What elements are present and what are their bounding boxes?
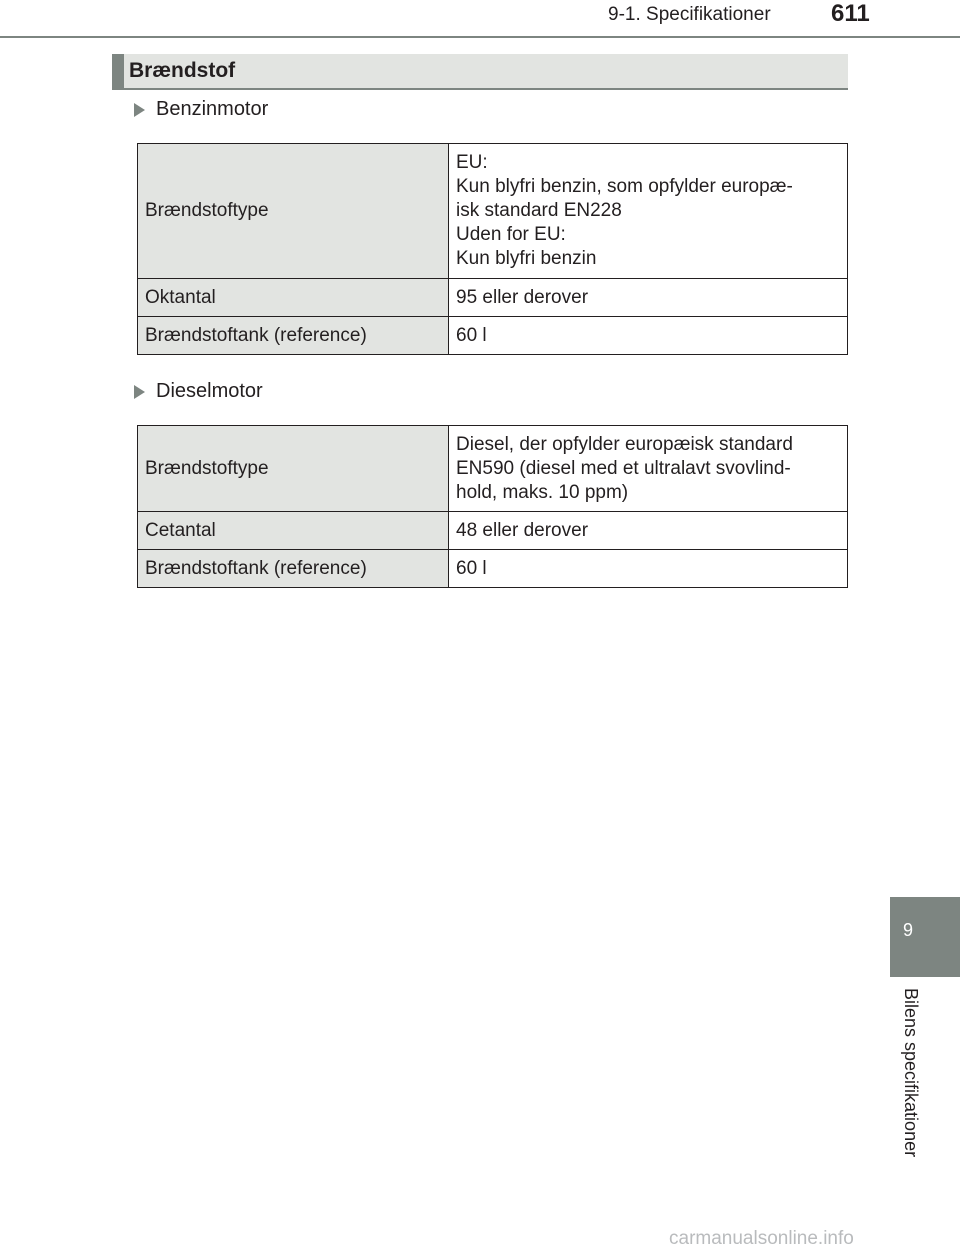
fuel-type-value	[449, 144, 848, 279]
watermark: carmanualsonline.info	[669, 1228, 854, 1249]
triangle-bullet-icon	[134, 103, 145, 117]
header-title: 9-1. Specifikationer	[608, 4, 771, 25]
value-line: EU:	[456, 152, 488, 173]
value-line: 95 eller derover	[456, 286, 589, 308]
value-line: Diesel, der opfylder europæisk standard	[456, 433, 793, 455]
chapter-label: Bilens specifikationer	[901, 988, 921, 1158]
table-row	[138, 512, 848, 550]
diesel-spec-table	[137, 425, 848, 588]
table-row	[138, 550, 848, 588]
petrol-spec-table	[137, 143, 848, 355]
cetane-label: Cetantal	[138, 512, 449, 550]
section-title: Brændstof	[129, 59, 236, 82]
table-row	[138, 317, 848, 355]
table-row	[138, 144, 848, 279]
header-rule	[0, 36, 960, 38]
octane-label: Oktantal	[138, 279, 449, 317]
fuel-type-label: Brændstoftype	[138, 426, 449, 512]
fuel-type-label: Brændstoftype	[138, 144, 449, 279]
octane-value	[449, 279, 848, 317]
tank-label: Brændstoftank (reference)	[138, 317, 449, 355]
tank-value	[449, 317, 848, 355]
page-number: 611	[831, 0, 870, 27]
fuel-type-value	[449, 426, 848, 512]
chapter-tab[interactable]	[890, 897, 960, 977]
table-row	[138, 426, 848, 512]
value-line: EN590 (diesel med et ultralavt svovlind-	[456, 457, 791, 479]
petrol-heading-text: Benzinmotor	[156, 98, 269, 120]
value-line: Uden for EU:	[456, 224, 566, 245]
petrol-heading	[134, 98, 268, 121]
section-bar	[112, 54, 848, 90]
tank-label: Brændstoftank (reference)	[138, 550, 449, 588]
chapter-number: 9	[902, 920, 913, 940]
value-line: Kun blyfri benzin, som opfylder europæ-	[456, 176, 793, 197]
diesel-heading	[134, 380, 263, 403]
diesel-heading-text: Dieselmotor	[156, 380, 263, 402]
tank-value	[449, 550, 848, 588]
table-row	[138, 279, 848, 317]
value-line: 60 l	[456, 324, 487, 346]
value-line: Kun blyfri benzin	[456, 248, 597, 269]
value-line: 60 l	[456, 557, 487, 579]
value-line: isk standard EN228	[456, 200, 622, 221]
triangle-bullet-icon	[134, 385, 145, 399]
value-line: 48 eller derover	[456, 519, 589, 541]
cetane-value	[449, 512, 848, 550]
section-accent	[112, 54, 124, 88]
value-line: hold, maks. 10 ppm)	[456, 481, 629, 503]
